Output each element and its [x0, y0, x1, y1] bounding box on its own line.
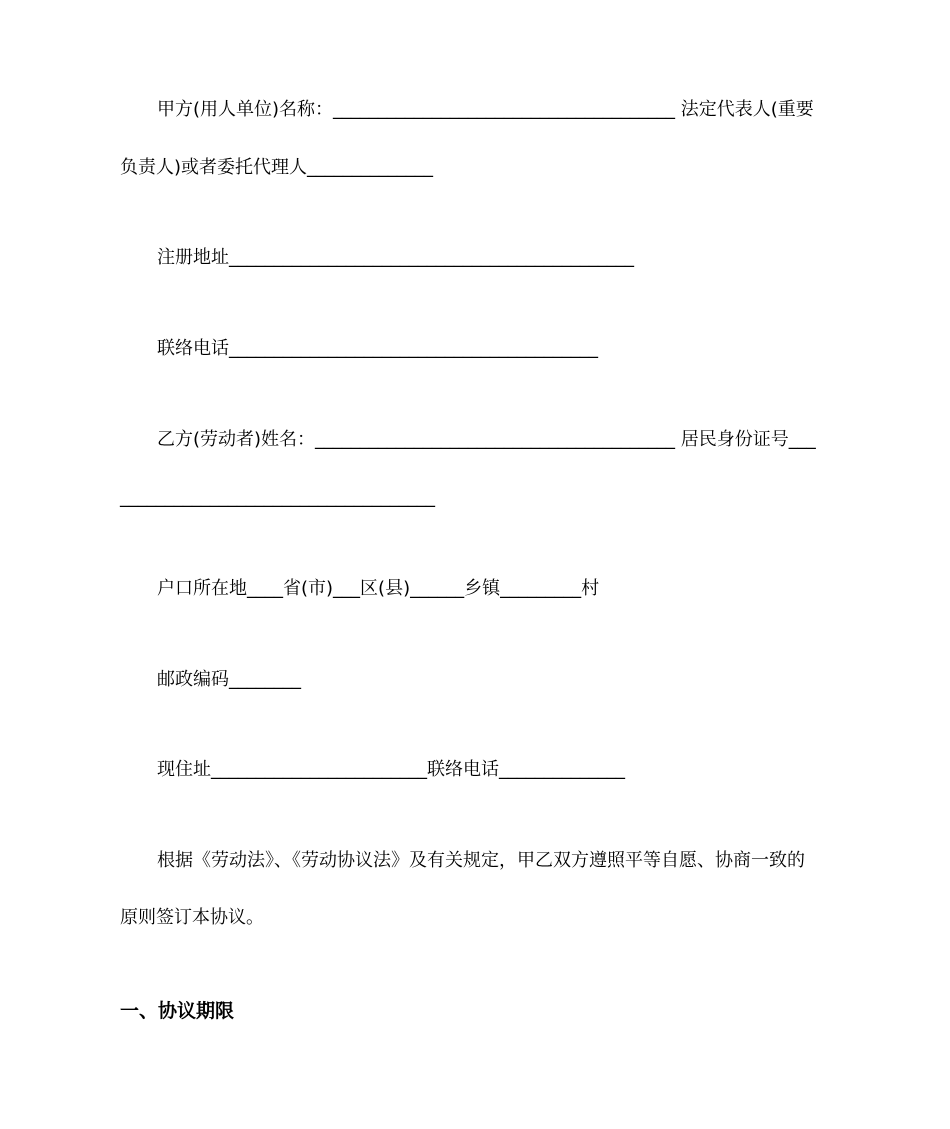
- party-a-name-line: 甲方(用人单位)名称：______________________________________ 法定代表人(重要: [157, 99, 814, 120]
- postal-code-line: 邮政编码________: [157, 669, 301, 690]
- section-1-heading: 一、协议期限: [120, 1000, 235, 1022]
- contact-phone-a-line: 联络电话_________________________________________: [157, 338, 598, 359]
- basis-paragraph-line-2: 原则签订本协议。: [120, 907, 264, 928]
- party-b-name-line: 乙方(劳动者)姓名：________________________________________ 居民身份证号___: [157, 429, 816, 450]
- basis-paragraph-line-1: 根据《劳动法》、《劳动协议法》及有关规定，甲乙双方遵照平等自愿、协商一致的: [157, 850, 805, 871]
- party-b-id-continuation-line: ___________________________________: [120, 487, 435, 508]
- party-a-representative-line: 负责人)或者委托代理人______________: [120, 157, 434, 178]
- household-registration-line: 户口所在地____省(市)___区(县)______乡镇_________村: [157, 578, 600, 599]
- current-address-line: 现住址________________________联络电话______________: [157, 759, 625, 780]
- registered-address-line: 注册地址_____________________________________________: [157, 247, 634, 268]
